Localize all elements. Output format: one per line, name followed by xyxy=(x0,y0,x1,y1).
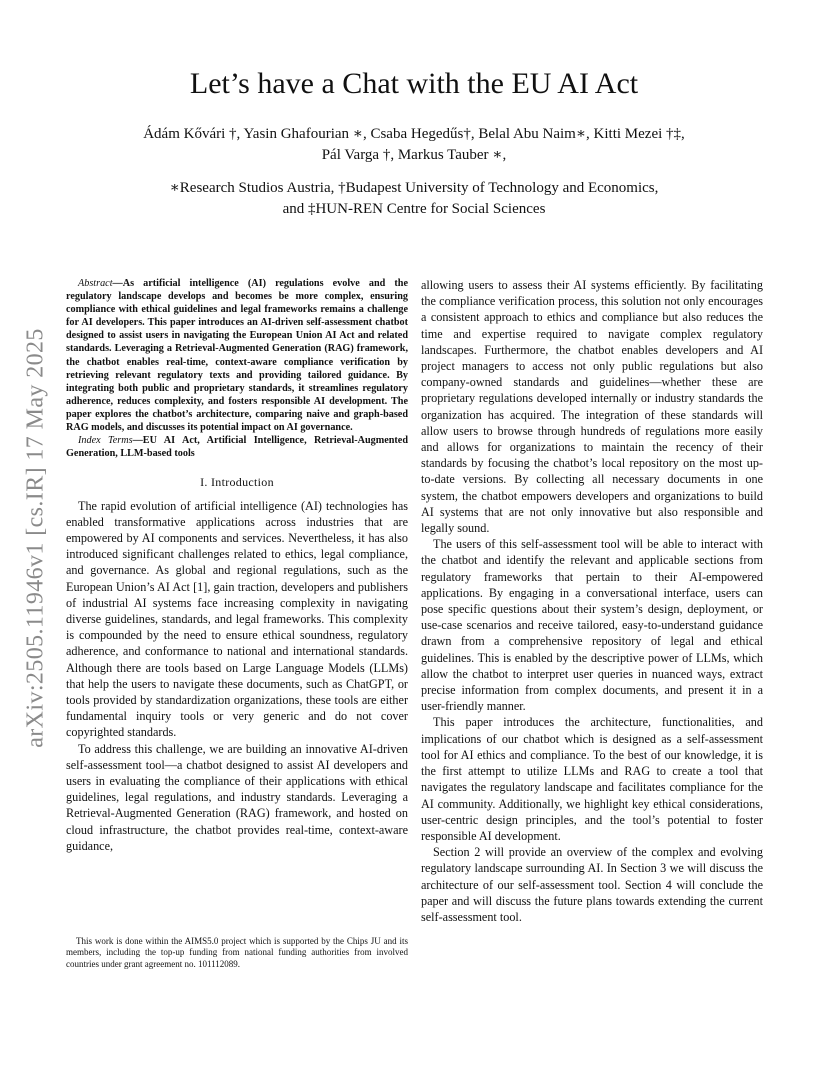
body-paragraph: The users of this self-assessment tool will be able to interact with the chatbot and identify the relevant and applicable sections from regulatory frameworks that pertain to their AI-empowered applications. By engaging in a conversational interface, users can pose specific questions about their system’s design, deployment, or use-case scenarios and receive tailored, easy-to-understand guidance drawn from a comprehensive repository of legal and ethical guidelines. This is enabled by the descriptive power of LLMs, which allow the chatbot to interpret user queries in nuanced ways, extract precise information from complex documents, and present it in a user-friendly manner. xyxy=(421,537,763,714)
body-paragraph: allowing users to assess their AI systems efficiently. By facilitating the compliance verification process, this solution not only encourages a consistent approach to ethics and compliance but also reduces the time and expertise required to navigate complex regulatory landscapes. Furthermore, the chatbot enables developers and AI project managers to access not only public regulations but also company-owned standards and guidelines—whether these are proprietary regulations developed internally or industry standards the organization has acquired. The integration of these standards will allow users to browse through hundreds of regulations more easily and allows for organizations to maintain the recency of their standards by focusing the chatbot’s local repository on the most up-to-date versions. By collecting all necessary documents in one system, the chatbot empowers developers and organizations to build AI systems that are not only innovative but also responsible and legally sound. xyxy=(421,278,763,536)
arxiv-identifier: arXiv:2505.11946v1 [cs.IR] 17 May 2025 xyxy=(22,327,49,748)
body-paragraph: To address this challenge, we are building an innovative AI-driven self-assessment tool—a chatbot designed to assist AI developers and users in evaluating the compliance of their applications with ethical guidelines, legal regulations, and industry standards. Leveraging a Retrieval-Augmented Generation (RAG) framework, and hosted on cloud infrastructure, the chatbot provides real-time, context-aware guidance, xyxy=(66,741,408,853)
author-line-1: Ádám Kővári †, Yasin Ghafourian ∗, Csaba Hegedűs†, Belal Abu Naim∗, Kitti Mezei †‡, xyxy=(143,126,685,142)
author-list xyxy=(100,124,728,166)
author-line-2: Pál Varga †, Markus Tauber ∗, xyxy=(321,147,507,163)
left-column xyxy=(66,277,408,854)
arxiv-sidebar-stamp xyxy=(20,300,52,775)
paper-title: Let’s have a Chat with the EU AI Act xyxy=(189,67,639,100)
right-column xyxy=(421,277,763,925)
index-terms-label: Index Terms xyxy=(78,435,133,447)
body-paragraph: The rapid evolution of artificial intelligence (AI) technologies has enabled transformative applications across industries that are empowered by AI components and services. Nevertheless, it has also introduced significant challenges related to ethics, legal compliance, and governance. As global and regional regulations, such as the European Union’s AI Act [1], gain traction, developers and publishers of industrial AI systems face increasing complexity in navigating diverse guidelines, standards, and legal frameworks. This complexity is compounded by the need to ensure ethical soundness, regulatory adherence, and conformance to national and international standards. Although there are tools based on Large Language Models (LLMs) that help the users to navigate these documents, such as ChatGPT, or tools provided by standardization organizations, these tools are either fundamental inquiry tools or very generic and do not cover copyrighted standards. xyxy=(66,498,408,740)
funding-footnote: This work is done within the AIMS5.0 project which is supported by the Chips JU and its members, including the top-up funding from national funding authorities from involved countries under grant agreement no. 101112089. xyxy=(66,936,408,969)
abstract-label: Abstract xyxy=(78,278,113,289)
index-terms-text: —EU AI Act, Artificial Intelligence, Retrieval-Augmented Generation, LLM-based tools xyxy=(66,435,408,460)
body-paragraph: This paper introduces the architecture, functionalities, and implications of our chatbot which is designed as a self-assessment tool for AI ethics and compliance. To the best of our knowledge, it is the first attempt to utilize LLMs and RAG to create a tool that navigates the regulatory landscape and facilitates compliance for the AI community. Additionally, we highlight key ethical considerations, user-centric design principles, and the tool’s potential to foster responsible AI development. xyxy=(421,715,763,843)
abstract-text: —As artificial intelligence (AI) regulations evolve and the regulatory landscape develops and becomes be more complex, ensuring compliance with ethical guidelines and legal frameworks remains a challenge for AI developers. This paper introduces an AI-driven self-assessment chatbot designed to assist users in navigating the European Union AI Act and related standards. Leveraging a Retrieval-Augmented Generation (RAG) framework, the chatbot enables real-time, context-aware compliance verification by retrieving relevant regulatory texts and providing tailored guidance. By integrating both public and proprietary standards, it streamlines regulatory adherence, reduces complexity, and fosters responsible AI development. The paper explores the chatbot’s architecture, comparing naive and graph-based RAG models, and discusses its potential impact on AI governance. xyxy=(66,278,408,434)
section-heading-introduction: I. Introduction xyxy=(200,475,274,490)
index-terms xyxy=(66,434,408,460)
abstract xyxy=(66,277,408,434)
affiliation-line-1: ∗Research Studios Austria, †Budapest University of Technology and Economics, xyxy=(169,180,659,196)
affiliation-line-2: and ‡HUN-REN Centre for Social Sciences xyxy=(282,201,546,217)
body-paragraph: Section 2 will provide an overview of the complex and evolving regulatory landscape surrounding AI. In Section 3 we will discuss the architecture of our self-assessment tool. Section 4 will conclude the paper and will discuss the future plans towards extending the current self-assessment tool. xyxy=(421,845,763,924)
affiliations xyxy=(100,178,728,220)
